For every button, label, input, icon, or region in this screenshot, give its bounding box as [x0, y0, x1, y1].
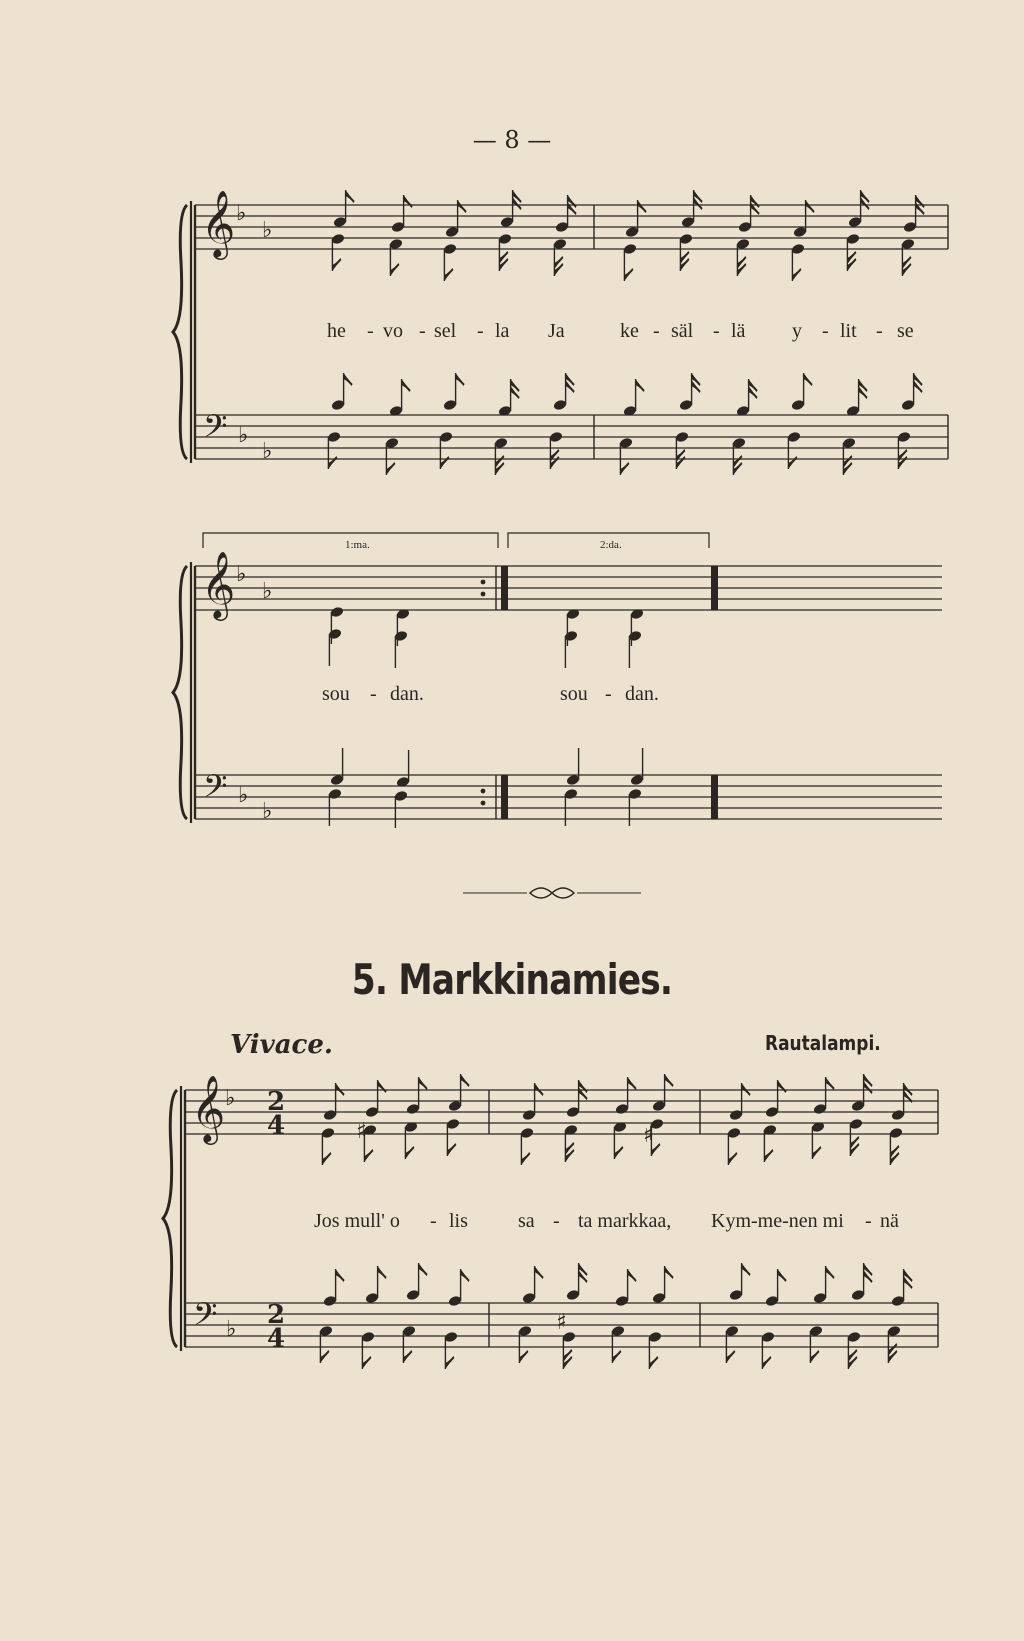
time-signature-top: 2: [267, 1087, 286, 1117]
lyric-syllable: nä: [880, 1210, 899, 1232]
note-flag: [378, 1266, 387, 1279]
note-flag: [535, 1266, 544, 1279]
ornament-divider-icon: [530, 888, 574, 898]
page-number: — 8 —: [472, 126, 552, 154]
note-flag: [456, 373, 465, 386]
note-flag: [419, 1077, 428, 1090]
note-flag: [788, 456, 797, 469]
note-flag: [405, 1146, 414, 1159]
lyric-hyphen: -: [605, 683, 612, 705]
note-flag: [461, 1074, 470, 1087]
volta-bracket: [203, 533, 498, 548]
lyric-syllable: vo: [383, 320, 403, 342]
lyric-hyphen: -: [876, 320, 883, 342]
lyric-syllable: sa: [518, 1210, 535, 1232]
lyric-syllable: y: [792, 320, 802, 342]
note-flag: [447, 1143, 456, 1156]
note-flag: [336, 1269, 345, 1282]
sharp-sign: ♯: [643, 1123, 654, 1148]
note-flag: [419, 1263, 428, 1276]
flat-sign: ♭: [238, 783, 249, 808]
note-flag: [362, 1356, 371, 1369]
note-flag: [620, 462, 629, 475]
tempo-marking: Vivace.: [230, 1030, 333, 1060]
lyric-syllable: Kym-me-nen mi: [711, 1210, 844, 1232]
note-flag: [812, 1146, 821, 1159]
note-flag: [390, 263, 399, 276]
time-signature-bottom: 4: [267, 1324, 286, 1354]
lyric-syllable: Ja: [548, 320, 565, 342]
note-flag: [728, 1152, 737, 1165]
note-flag: [762, 1356, 771, 1369]
lyric-syllable: lä: [731, 320, 746, 342]
lyric-hyphen: -: [419, 320, 426, 342]
sharp-sign: ♯: [356, 1119, 367, 1144]
lyric-syllable: ta markkaa,: [578, 1210, 672, 1232]
song-origin: Rautalampi.: [765, 1031, 881, 1055]
flat-sign: ♭: [236, 562, 247, 587]
lyric-hyphen: -: [367, 320, 374, 342]
volta-bracket: [508, 533, 709, 548]
brace: [173, 205, 187, 459]
note-flag: [792, 268, 801, 281]
flat-sign: ♭: [236, 201, 247, 226]
brace: [173, 566, 187, 819]
note-flag: [649, 1356, 658, 1369]
note-flag: [726, 1350, 735, 1363]
note-flag: [742, 1263, 751, 1276]
lyric-hyphen: -: [713, 320, 720, 342]
note-flag: [346, 190, 355, 203]
system1-treble-staff: [195, 205, 948, 249]
note-flag: [764, 1149, 773, 1162]
note-flag: [612, 1350, 621, 1363]
lyric-syllable: sel: [434, 320, 457, 342]
note-flag: [444, 268, 453, 281]
note-flag: [826, 1266, 835, 1279]
lyric-syllable: sou: [560, 683, 588, 705]
treble-clef-icon: 𝄞: [201, 550, 236, 618]
lyric-syllable: Jos mull' o: [314, 1210, 400, 1232]
treble-clef-icon: 𝄞: [201, 189, 236, 257]
lyric-syllable: ke: [620, 320, 639, 342]
note-flag: [440, 456, 449, 469]
sharp-sign: ♯: [556, 1310, 567, 1335]
note-flag: [386, 462, 395, 475]
repeat-dot: [481, 789, 486, 794]
lyric-syllable: sou: [322, 683, 350, 705]
lyric-syllable: he: [327, 320, 346, 342]
bass-clef-icon: 𝄢: [203, 768, 228, 812]
note-flag: [320, 1350, 329, 1363]
note-flag: [458, 200, 467, 213]
bass-clef-icon: 𝄢: [193, 1296, 218, 1340]
flat-sign: ♭: [262, 579, 273, 604]
note-flag: [461, 1269, 470, 1282]
note-flag: [378, 1080, 387, 1093]
lyric-syllable: dan.: [625, 683, 659, 705]
note-flag: [328, 456, 337, 469]
note-flag: [806, 200, 815, 213]
lyric-hyphen: -: [430, 1210, 437, 1232]
note-flag: [402, 379, 411, 392]
lyric-syllable: lit: [840, 320, 857, 342]
note-flag: [519, 1350, 528, 1363]
flat-sign: ♭: [226, 1317, 237, 1342]
lyric-syllable: se: [897, 320, 914, 342]
flat-sign: ♭: [262, 218, 273, 243]
lyric-syllable: säl: [671, 320, 694, 342]
note-flag: [403, 1350, 412, 1363]
lyric-hyphen: -: [370, 683, 377, 705]
note-flag: [778, 1080, 787, 1093]
volta-first-label: 1:ma.: [345, 539, 370, 551]
flat-sign: ♭: [225, 1086, 236, 1111]
time-signature-bottom: 4: [267, 1111, 286, 1141]
final-barline: [711, 775, 718, 819]
note-flag: [521, 1152, 530, 1165]
repeat-dot: [481, 580, 486, 585]
note-flag: [810, 1350, 819, 1363]
flat-sign: ♭: [262, 439, 273, 464]
volta-second-label: 2:da.: [600, 539, 622, 551]
song-title: 5. Markkinamies.: [351, 955, 673, 1004]
note-flag: [665, 1266, 674, 1279]
note-flag: [636, 379, 645, 392]
flat-sign: ♭: [262, 799, 273, 824]
note-flag: [628, 1077, 637, 1090]
final-barline: [711, 566, 718, 610]
note-flag: [344, 373, 353, 386]
time-signature-top: 2: [267, 1300, 286, 1330]
brace: [163, 1090, 177, 1347]
flat-sign: ♭: [238, 423, 249, 448]
lyric-syllable: la: [495, 320, 510, 342]
note-flag: [638, 200, 647, 213]
bass-clef-icon: 𝄢: [203, 408, 228, 452]
lyric-hyphen: -: [553, 1210, 560, 1232]
note-flag: [404, 195, 413, 208]
note-flag: [665, 1074, 674, 1087]
lyric-hyphen: -: [653, 320, 660, 342]
note-flag: [445, 1356, 454, 1369]
lyric-hyphen: -: [477, 320, 484, 342]
lyric-hyphen: -: [822, 320, 829, 342]
note-flag: [628, 1269, 637, 1282]
treble-clef-icon: 𝄞: [191, 1074, 226, 1142]
final-barline: [501, 566, 508, 610]
repeat-dot: [481, 592, 486, 597]
lyric-syllable: lis: [449, 1210, 468, 1232]
note-flag: [364, 1149, 373, 1162]
note-flag: [778, 1269, 787, 1282]
repeat-dot: [481, 801, 486, 806]
lyric-syllable: dan.: [390, 683, 424, 705]
final-barline: [501, 775, 508, 819]
note-flag: [804, 373, 813, 386]
note-flag: [624, 268, 633, 281]
note-flag: [826, 1077, 835, 1090]
note-flag: [332, 258, 341, 271]
note-flag: [322, 1152, 331, 1165]
system1-bass-staff: [195, 415, 948, 459]
note-flag: [614, 1146, 623, 1159]
lyric-hyphen: -: [865, 1210, 872, 1232]
system2-treble-staff: [195, 566, 942, 610]
